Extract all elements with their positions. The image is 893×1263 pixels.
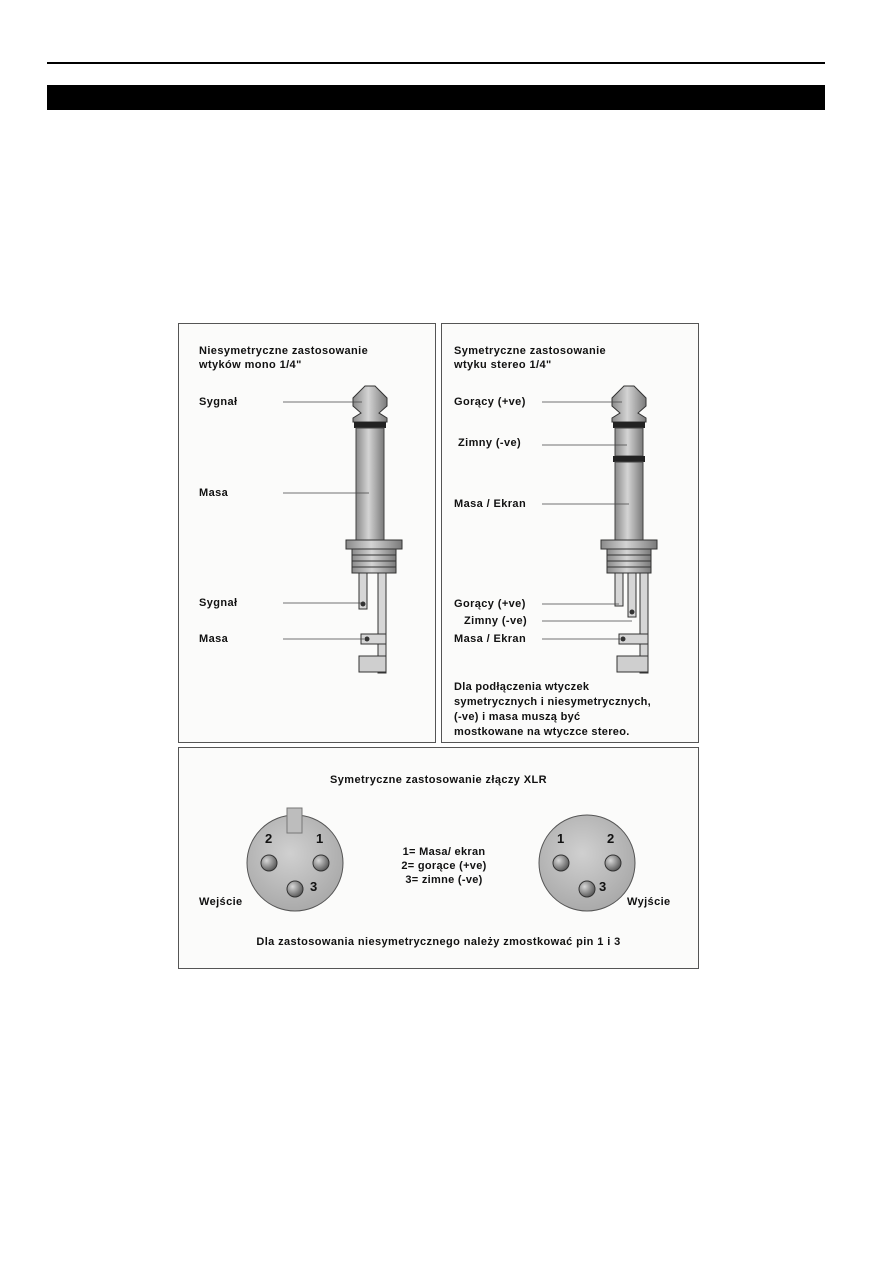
stereo-note-line: Dla podłączenia wtyczek bbox=[454, 681, 590, 693]
xlr-output-pin-3 bbox=[579, 881, 595, 897]
xlr-output-pin-1-number: 1 bbox=[557, 831, 565, 846]
xlr-legend-line: 2= gorące (+ve) bbox=[401, 860, 487, 872]
stereo-tip bbox=[612, 386, 646, 422]
stereo-hot-terminal bbox=[615, 573, 623, 606]
xlr-output-pin-2-number: 2 bbox=[607, 831, 615, 846]
mono-label-solder-ground: Masa bbox=[199, 633, 229, 645]
xlr-input-label: Wejście bbox=[199, 896, 243, 908]
mono-tip bbox=[353, 386, 387, 422]
stereo-note bbox=[454, 680, 651, 740]
xlr-output-label: Wyjście bbox=[627, 896, 671, 908]
stereo-label-tip: Gorący (+ve) bbox=[454, 396, 526, 408]
mono-sleeve bbox=[356, 428, 384, 540]
stereo-ring bbox=[615, 428, 643, 456]
xlr-input-pin-1-number: 1 bbox=[316, 831, 324, 846]
xlr-input-pin-2-number: 2 bbox=[265, 831, 273, 846]
section-header-band bbox=[47, 85, 825, 110]
xlr-title: Symetryczne zastosowanie złączy XLR bbox=[330, 774, 547, 786]
mono-insulator bbox=[354, 422, 386, 428]
stereo-insulator-2 bbox=[613, 456, 645, 462]
xlr-input-pin-2 bbox=[261, 855, 277, 871]
stereo-sleeve bbox=[615, 462, 643, 540]
mono-label-solder-signal: Sygnał bbox=[199, 597, 238, 609]
mono-plug-diagram bbox=[179, 324, 435, 742]
mono-label-tip: Sygnał bbox=[199, 396, 238, 408]
xlr-input-pin-1 bbox=[313, 855, 329, 871]
stereo-note-line: (-ve) i masa muszą być bbox=[454, 711, 581, 723]
xlr-output-pin-1 bbox=[553, 855, 569, 871]
stereo-label-ring: Zimny (-ve) bbox=[458, 437, 522, 449]
xlr-legend-line: 3= zimne (-ve) bbox=[405, 874, 483, 886]
mono-title-line1: Niesymetryczne zastosowanie bbox=[199, 345, 369, 357]
xlr-pin-legend bbox=[379, 845, 509, 887]
xlr-input-pin-3-number: 3 bbox=[310, 879, 318, 894]
stereo-label-solder-cold: Zimny (-ve) bbox=[464, 615, 528, 627]
stereo-note-line: symetrycznych i niesymetrycznych, bbox=[454, 696, 651, 708]
xlr-input-key bbox=[287, 808, 302, 833]
mono-nut bbox=[346, 540, 402, 549]
mono-title-line2: wtyków mono 1/4" bbox=[199, 359, 302, 371]
mono-label-sleeve: Masa bbox=[199, 487, 229, 499]
xlr-output-pin-2 bbox=[605, 855, 621, 871]
stereo-note-line: mostkowane na wtyczce stereo. bbox=[454, 726, 630, 738]
xlr-panel bbox=[178, 747, 699, 969]
stereo-label-sleeve: Masa / Ekran bbox=[454, 498, 527, 510]
xlr-footer-note: Dla zastosowania niesymetrycznego należy zmostkować pin 1 i 3 bbox=[256, 936, 621, 948]
xlr-input-pin-3 bbox=[287, 881, 303, 897]
stereo-plug-panel bbox=[441, 323, 699, 743]
header-rule bbox=[47, 62, 825, 64]
xlr-legend-line: 1= Masa/ ekran bbox=[402, 846, 486, 858]
stereo-title-line1: Symetryczne zastosowanie bbox=[454, 345, 607, 357]
stereo-label-solder-ground: Masa / Ekran bbox=[454, 633, 527, 645]
stereo-nut bbox=[601, 540, 657, 549]
stereo-title-line2: wtyku stereo 1/4" bbox=[454, 359, 552, 371]
stereo-label-solder-hot: Gorący (+ve) bbox=[454, 598, 526, 610]
stereo-insulator-1 bbox=[613, 422, 645, 428]
mono-plug-panel bbox=[178, 323, 436, 743]
xlr-output-pin-3-number: 3 bbox=[599, 879, 607, 894]
